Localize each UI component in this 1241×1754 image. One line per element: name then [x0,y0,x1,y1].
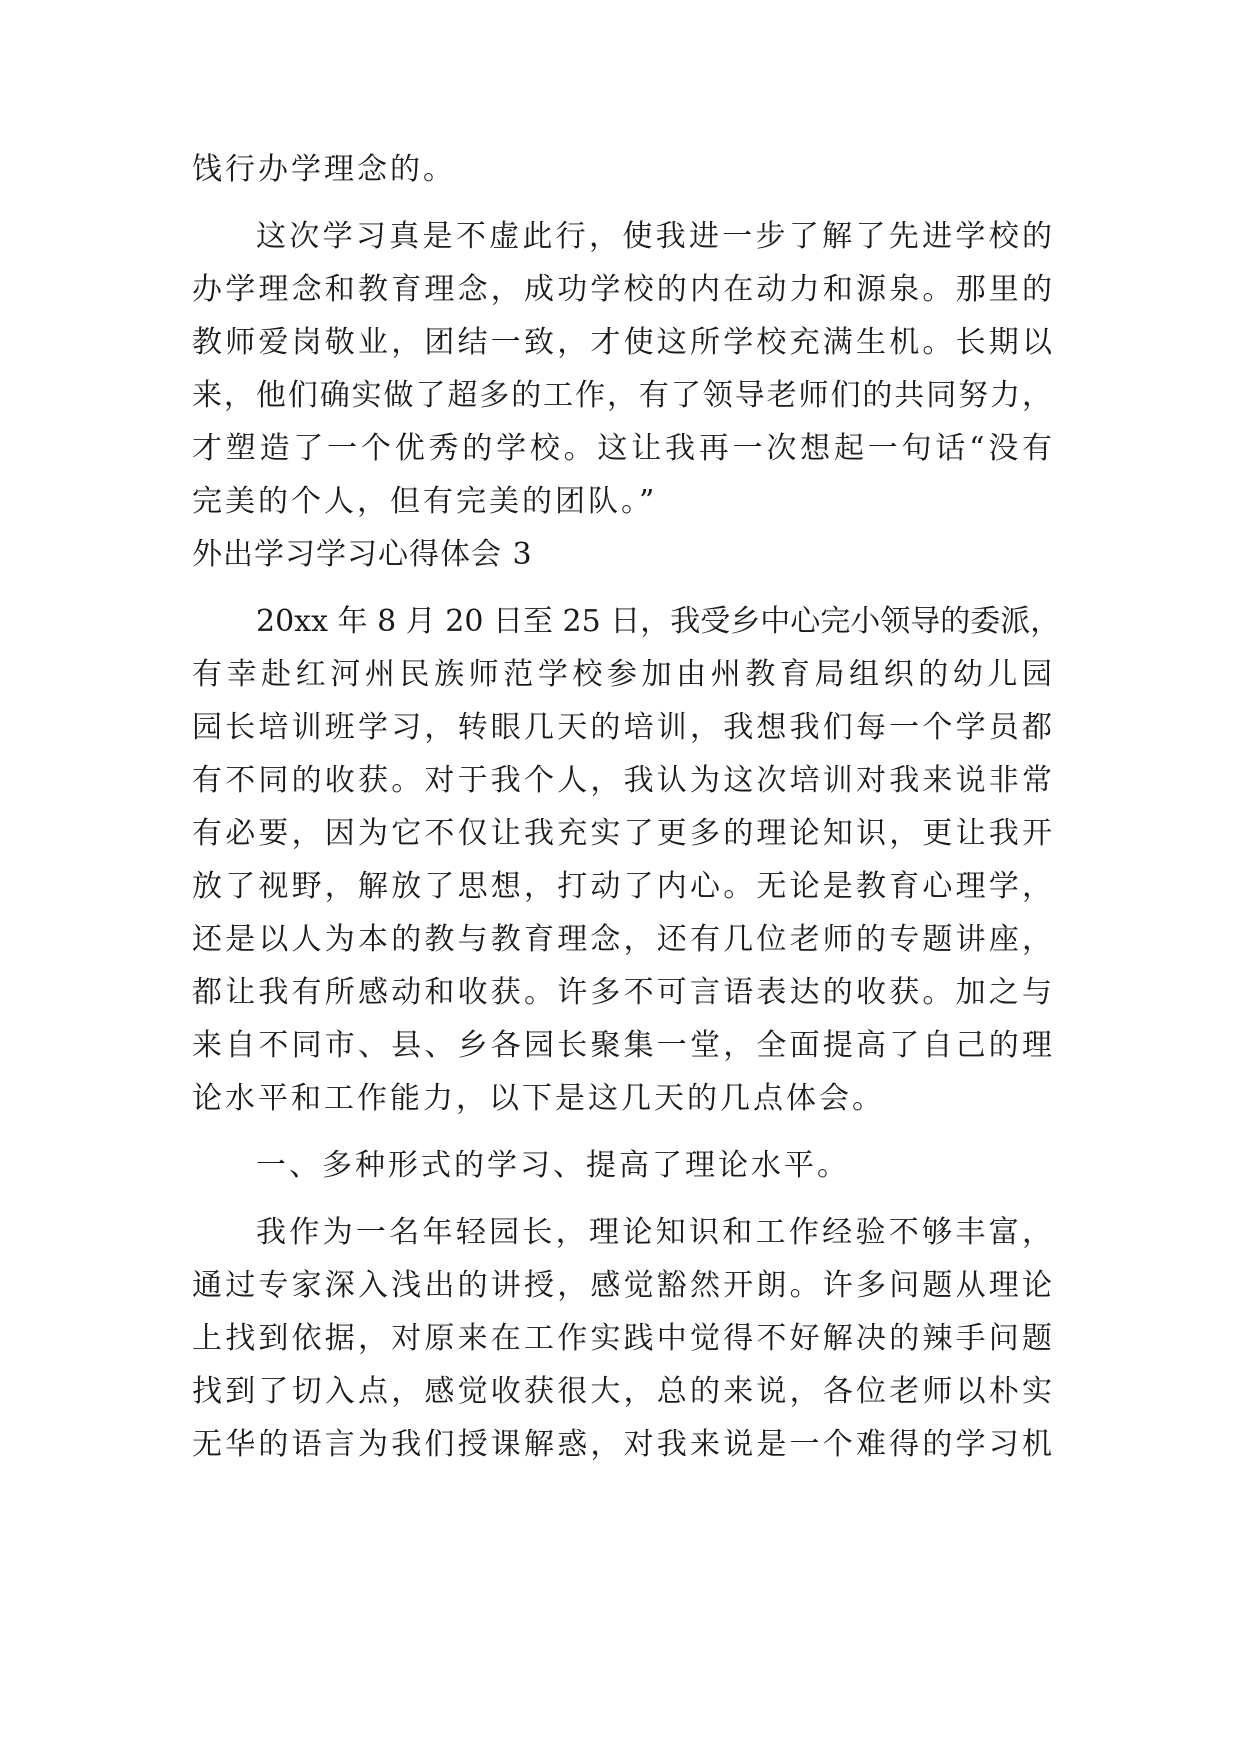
paragraph-line: 20xx 年 8 月 20 日至 25 日，我受乡中心完小领导的委派， [256,604,1061,639]
paragraph-line: 完美的个人，但有完美的团队。” [192,484,658,519]
subsection-heading: 一、多种形式的学习、提高了理论水平。 [256,1148,850,1183]
paragraph-line: 通过专家深入浅出的讲授，感觉豁然开朗。许多问题从理论 [192,1268,1052,1303]
paragraph-line: 来自不同市、县、乡各园长聚集一堂，全面提高了自己的理 [192,1028,1052,1063]
paragraph-line: 来，他们确实做了超多的工作，有了领导老师们的共同努力， [192,378,1052,413]
paragraph-line: 我作为一名年轻园长，理论知识和工作经验不够丰富， [256,1215,1052,1250]
paragraph-line: 都让我有所感动和收获。许多不可言语表达的收获。加之与 [192,975,1052,1010]
paragraph-line: 饯行办学理念的。 [192,152,456,187]
paragraph-line: 有必要，因为它不仅让我充实了更多的理论知识，更让我开 [192,816,1052,851]
paragraph-line: 教师爱岗敬业，团结一致，才使这所学校充满生机。长期以 [192,325,1052,360]
paragraph-line: 有幸赴红河州民族师范学校参加由州教育局组织的幼儿园 [192,657,1052,692]
paragraph-line: 放了视野，解放了思想，打动了内心。无论是教育心理学， [192,869,1052,904]
paragraph-line: 有不同的收获。对于我个人，我认为这次培训对我来说非常 [192,763,1052,798]
section-heading: 外出学习学习心得体会 3 [192,537,533,572]
paragraph-line: 才塑造了一个优秀的学校。这让我再一次想起一句话“没有 [192,431,1052,466]
paragraph-line: 办学理念和教育理念，成功学校的内在动力和源泉。那里的 [192,272,1052,307]
paragraph-line: 上找到依据，对原来在工作实践中觉得不好解决的辣手问题 [192,1321,1052,1356]
paragraph-line: 找到了切入点，感觉收获很大，总的来说，各位老师以朴实 [192,1374,1052,1409]
paragraph-line: 无华的语言为我们授课解惑，对我来说是一个难得的学习机 [192,1427,1052,1462]
paragraph-line: 还是以人为本的教与教育理念，还有几位老师的专题讲座， [192,922,1052,957]
paragraph-line: 这次学习真是不虚此行，使我进一步了解了先进学校的 [256,219,1052,254]
paragraph-line: 园长培训班学习，转眼几天的培训，我想我们每一个学员都 [192,710,1052,745]
paragraph-line: 论水平和工作能力，以下是这几天的几点体会。 [192,1081,885,1116]
